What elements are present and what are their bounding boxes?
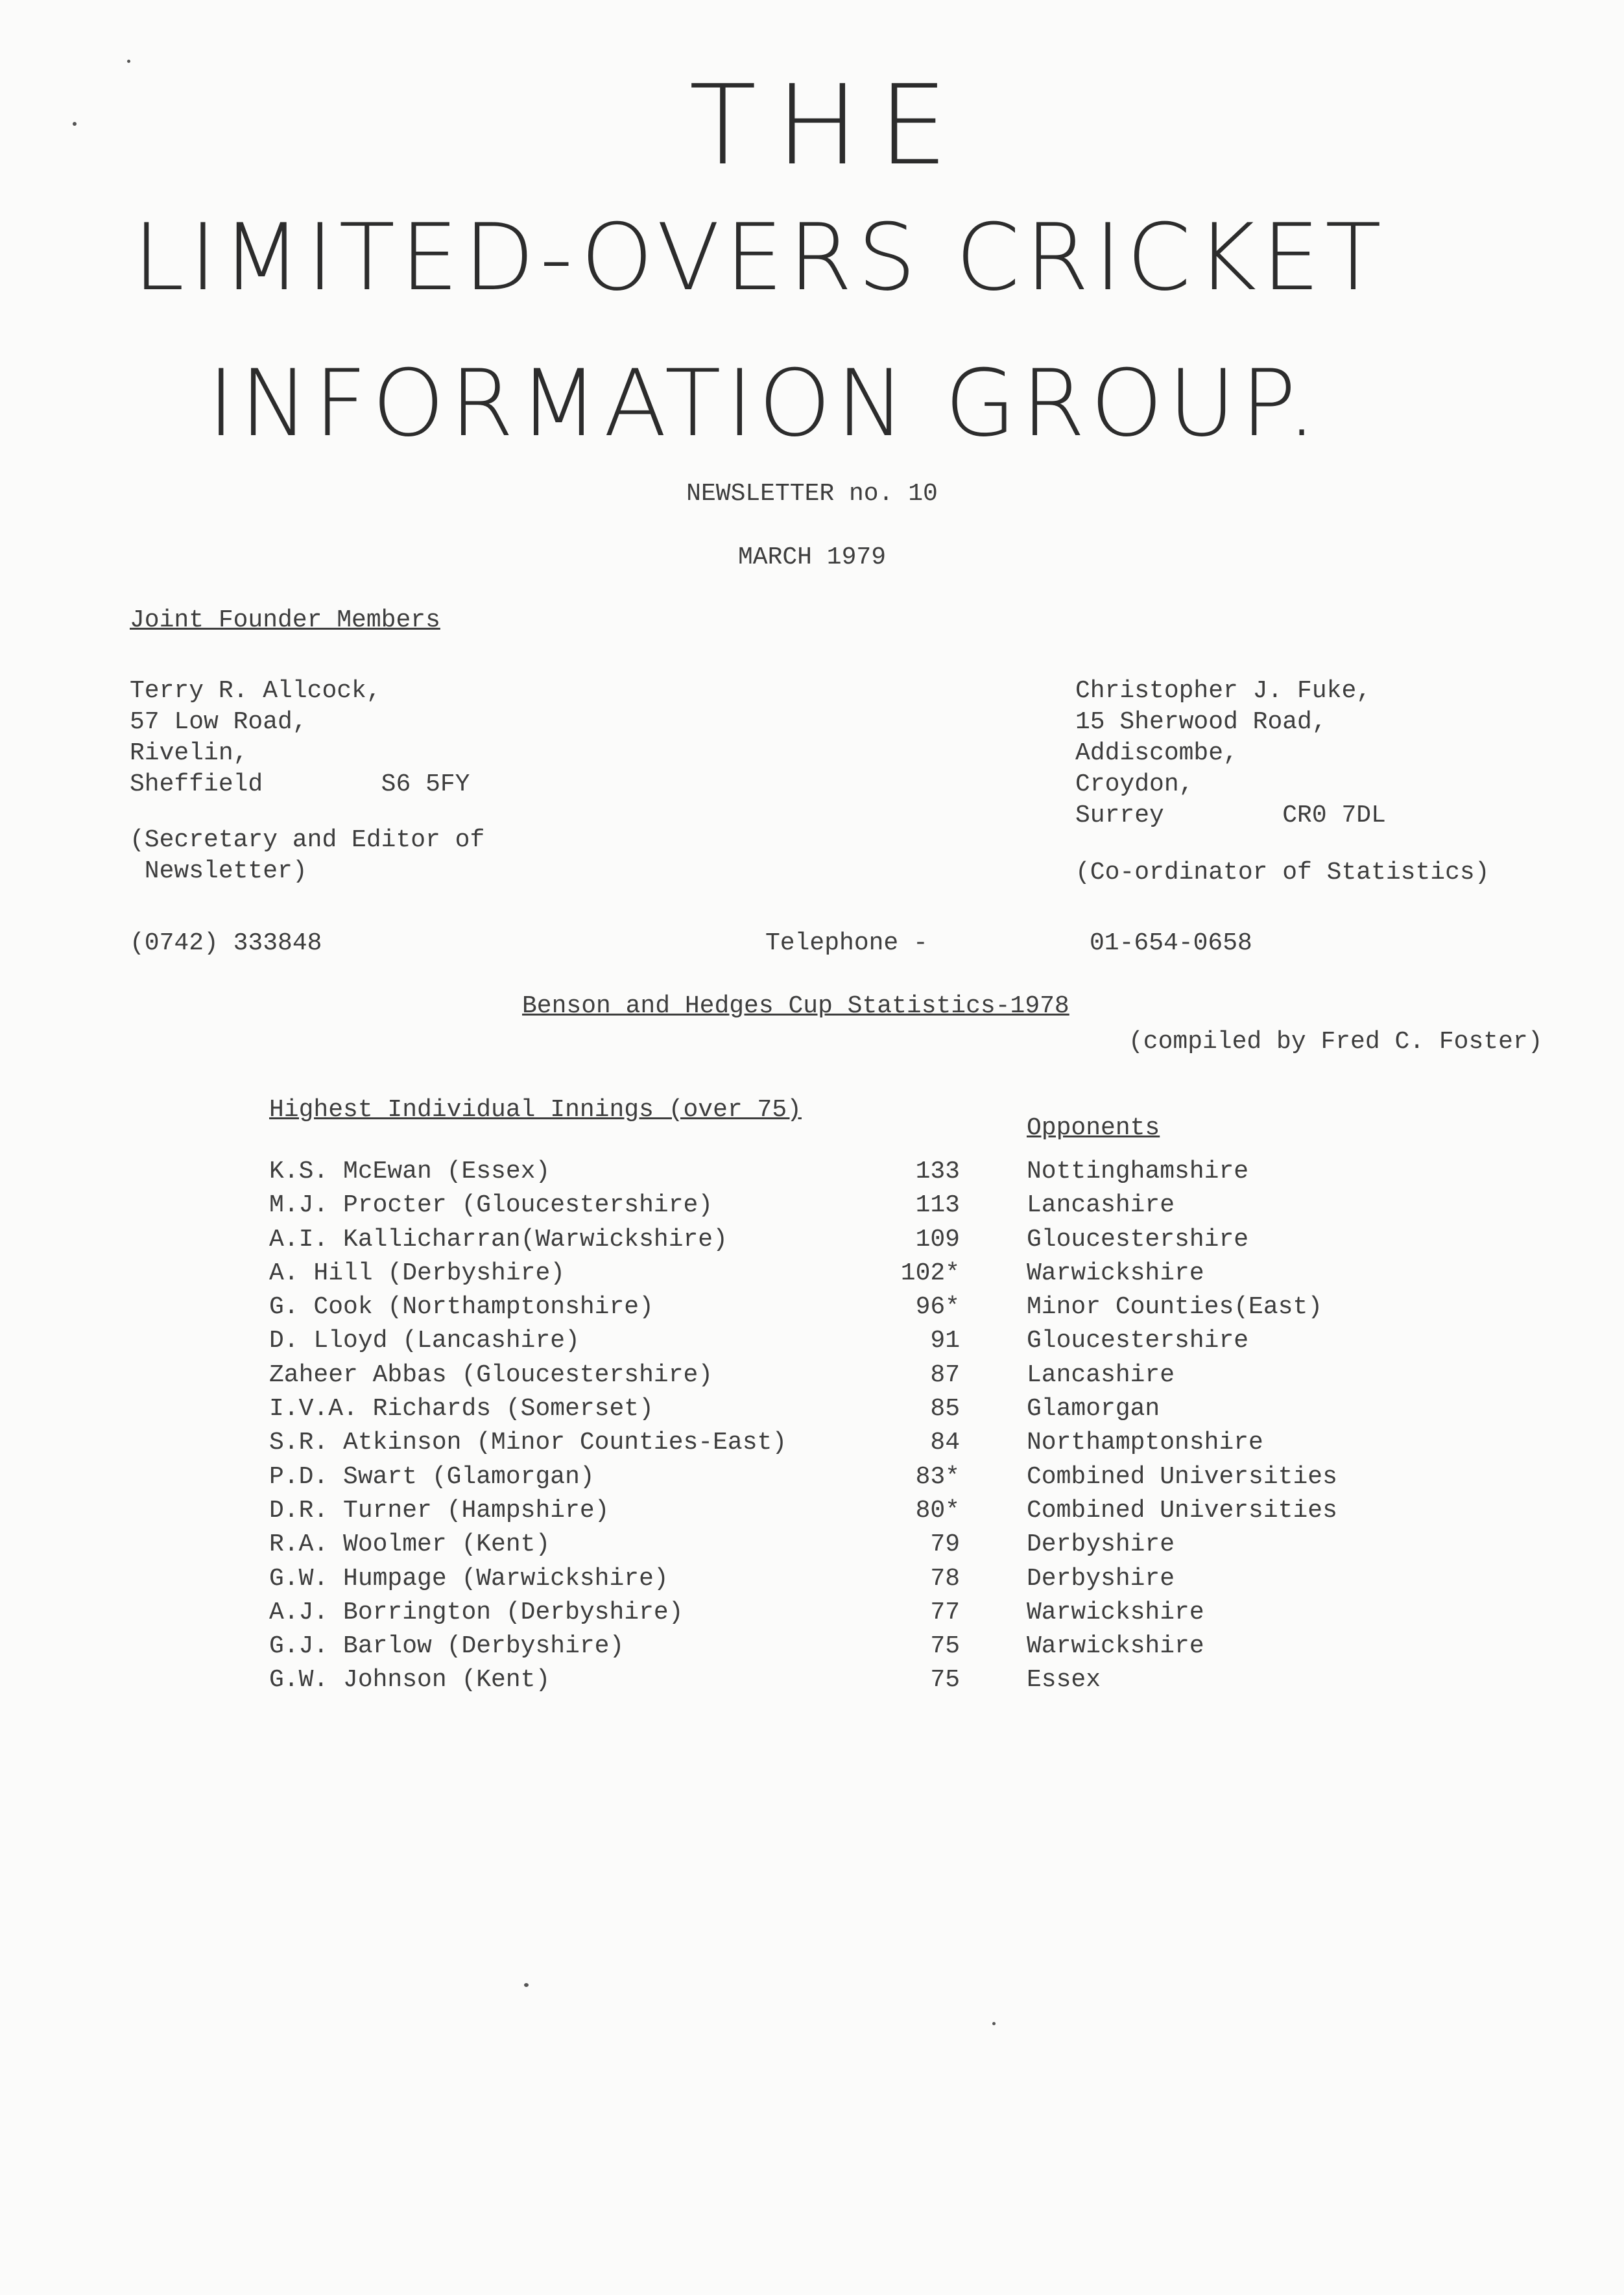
opponents-heading: Opponents bbox=[1027, 1114, 1160, 1142]
runs-score: 83* bbox=[915, 1462, 960, 1491]
table-row bbox=[0, 1463, 1624, 1497]
opponent-name: Northamptonshire bbox=[1027, 1429, 1263, 1457]
table-row bbox=[0, 1293, 1624, 1327]
runs-score: 75 bbox=[930, 1666, 960, 1694]
runs-score: 113 bbox=[915, 1191, 960, 1220]
newsletter-number: NEWSLETTER no. 10 bbox=[686, 480, 938, 508]
batsman-name: R.A. Woolmer (Kent) bbox=[269, 1530, 551, 1559]
scan-speck bbox=[73, 122, 77, 126]
batsman-name: Zaheer Abbas (Gloucestershire) bbox=[269, 1361, 713, 1389]
table-row bbox=[0, 1497, 1624, 1530]
opponent-name: Combined Universities bbox=[1027, 1496, 1337, 1525]
telephone-label: Telephone - bbox=[765, 929, 928, 957]
founder-left-role: (Secretary and Editor of Newsletter) bbox=[130, 826, 485, 885]
founders-heading: Joint Founder Members bbox=[130, 606, 440, 634]
opponent-name: Minor Counties(East) bbox=[1027, 1293, 1323, 1322]
opponent-name: Warwickshire bbox=[1027, 1259, 1204, 1287]
table-row bbox=[0, 1158, 1624, 1191]
opponent-name: Lancashire bbox=[1027, 1361, 1175, 1389]
table-row bbox=[0, 1666, 1624, 1700]
opponent-name: Lancashire bbox=[1027, 1191, 1175, 1220]
runs-score: 133 bbox=[915, 1158, 960, 1185]
founder-left-address: Terry R. Allcock, 57 Low Road, Rivelin, Sheffield S6 5FY bbox=[130, 677, 470, 798]
founder-right-phone: 01-654-0658 bbox=[1090, 929, 1252, 957]
opponent-name: Gloucestershire bbox=[1027, 1225, 1249, 1254]
runs-score: 96* bbox=[915, 1293, 960, 1322]
batsman-name: G.W. Humpage (Warwickshire) bbox=[269, 1564, 669, 1593]
batsman-name: A.I. Kallicharran(Warwickshire) bbox=[269, 1225, 728, 1254]
runs-score: 85 bbox=[930, 1395, 960, 1423]
runs-score: 84 bbox=[930, 1429, 960, 1457]
table-row bbox=[0, 1226, 1624, 1259]
table-row bbox=[0, 1632, 1624, 1666]
title-line-3: INFORMATION GROUP. bbox=[208, 350, 1322, 457]
table-row bbox=[0, 1327, 1624, 1361]
batsman-name: I.V.A. Richards (Somerset) bbox=[269, 1395, 654, 1423]
founder-right-role: (Co-ordinator of Statistics) bbox=[1075, 859, 1490, 886]
scan-speck bbox=[524, 1983, 529, 1987]
opponent-name: Warwickshire bbox=[1027, 1632, 1204, 1661]
opponent-name: Essex bbox=[1027, 1666, 1101, 1694]
section-title: Benson and Hedges Cup Statistics-1978 bbox=[522, 992, 1069, 1020]
opponent-name: Derbyshire bbox=[1027, 1530, 1175, 1559]
opponent-name: Glamorgan bbox=[1027, 1395, 1160, 1423]
table-row bbox=[0, 1565, 1624, 1599]
opponent-name: Warwickshire bbox=[1027, 1598, 1204, 1626]
batsman-name: P.D. Swart (Glamorgan) bbox=[269, 1462, 595, 1491]
issue-date: MARCH 1979 bbox=[737, 543, 887, 571]
runs-score: 102* bbox=[900, 1259, 960, 1287]
table-row bbox=[0, 1395, 1624, 1429]
opponent-name: Gloucestershire bbox=[1027, 1327, 1249, 1355]
batsman-name: D. Lloyd (Lancashire) bbox=[269, 1327, 580, 1355]
table-row bbox=[0, 1429, 1624, 1462]
table-row bbox=[0, 1599, 1624, 1632]
batsman-name: G.W. Johnson (Kent) bbox=[269, 1666, 551, 1694]
title-line-1: THE bbox=[689, 62, 968, 190]
innings-heading: Highest Individual Innings (over 75) bbox=[269, 1096, 802, 1124]
runs-score: 80* bbox=[915, 1496, 960, 1525]
table-row bbox=[0, 1259, 1624, 1293]
title-line-2: LIMITED-OVERS CRICKET bbox=[133, 204, 1387, 311]
batsman-name: G.J. Barlow (Derbyshire) bbox=[269, 1632, 625, 1661]
table-row bbox=[0, 1361, 1624, 1395]
opponent-name: Nottinghamshire bbox=[1027, 1158, 1249, 1185]
batsman-name: G. Cook (Northamptonshire) bbox=[269, 1293, 654, 1322]
table-row bbox=[0, 1191, 1624, 1225]
runs-score: 78 bbox=[930, 1564, 960, 1593]
runs-score: 91 bbox=[930, 1327, 960, 1355]
runs-score: 75 bbox=[930, 1632, 960, 1661]
founder-right-address: Christopher J. Fuke, 15 Sherwood Road, Addiscombe, Croydon, Surrey CR0 7DL bbox=[1075, 677, 1386, 829]
batsman-name: K.S. McEwan (Essex) bbox=[269, 1158, 551, 1185]
scan-speck bbox=[127, 60, 130, 63]
batsman-name: S.R. Atkinson (Minor Counties-East) bbox=[269, 1429, 787, 1457]
batsman-name: A.J. Borrington (Derbyshire) bbox=[269, 1598, 684, 1626]
founder-left-phone: (0742) 333848 bbox=[130, 929, 322, 957]
scan-speck bbox=[992, 2022, 996, 2025]
runs-score: 77 bbox=[930, 1598, 960, 1626]
runs-score: 87 bbox=[930, 1361, 960, 1389]
table-row bbox=[0, 1530, 1624, 1564]
batsman-name: D.R. Turner (Hampshire) bbox=[269, 1496, 610, 1525]
compiled-by: (compiled by Fred C. Foster) bbox=[1128, 1028, 1543, 1056]
batsman-name: A. Hill (Derbyshire) bbox=[269, 1259, 566, 1287]
innings-table bbox=[0, 1158, 1624, 1700]
runs-score: 79 bbox=[930, 1530, 960, 1559]
opponent-name: Combined Universities bbox=[1027, 1462, 1337, 1491]
batsman-name: M.J. Procter (Gloucestershire) bbox=[269, 1191, 713, 1220]
opponent-name: Derbyshire bbox=[1027, 1564, 1175, 1593]
runs-score: 109 bbox=[915, 1225, 960, 1254]
